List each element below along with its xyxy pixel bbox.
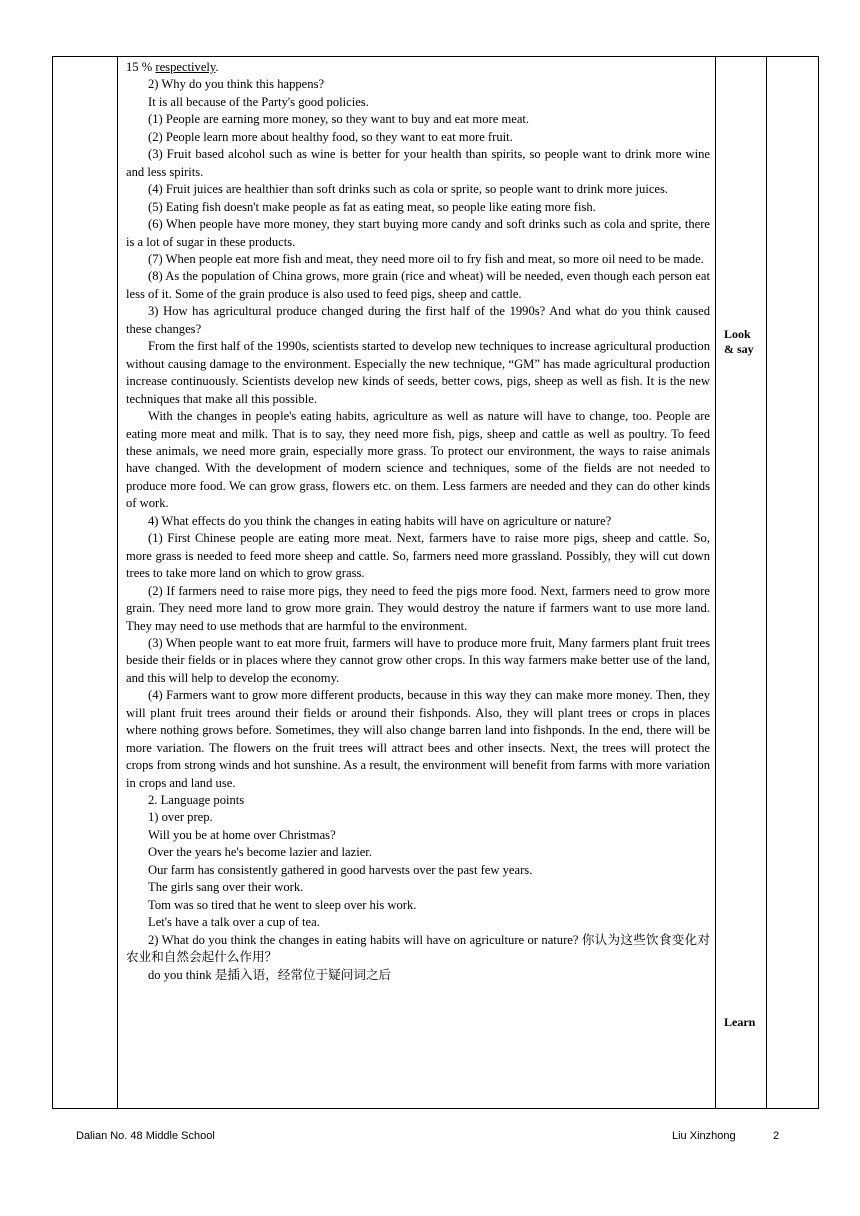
- footer-school: Dalian No. 48 Middle School: [76, 1130, 215, 1142]
- example-sentence: Over the years he's become lazier and lazier.: [148, 845, 372, 860]
- lesson-content: [126, 57, 714, 984]
- example-sentence: Will you be at home over Christmas?: [148, 827, 336, 842]
- reason-3: (3) Fruit based alcohol such as wine is better for your health than spirits, so people want to drink more wine and less spirits.: [126, 147, 710, 179]
- language-point-2: 2) What do you think the changes in eating habits will have on agriculture or nature? 你认为这些饮食变化对农业和自然会起什么作用？: [126, 932, 710, 965]
- look-label-line2: & say: [724, 342, 754, 356]
- reason-8: (8) As the population of China grows, more grain (rice and wheat) will be needed, even though each person eat less of it. Some of the grain produce is also used to feed pigs, sheep and cattle.: [126, 269, 710, 301]
- answer-3a: From the first half of the 1990s, scientists started to develop new techniques to increase agricultural production without causing damage to the environment. Especially the new technique, “GM” has made agricultural production increase continuously. Scientists develop new kinds of seeds, better cows, pigs, sheep as well as fish. It is the new techniques that make all this possible.: [126, 339, 710, 406]
- footer-author: Liu Xinzhong: [672, 1130, 736, 1142]
- column-divider-2: [715, 57, 716, 1108]
- reason-6: (6) When people have more money, they start buying more candy and soft drinks such as cola and sprite, there is a lot of sugar in these products.: [126, 217, 710, 249]
- reason-4: (4) Fruit juices are healthier than soft drinks such as cola or sprite, so people want to drink more juices.: [148, 182, 669, 197]
- language-points-heading: 2. Language points: [148, 793, 245, 808]
- example-sentence: Let's have a talk over a cup of tea.: [148, 915, 320, 930]
- effect-4: (4) Farmers want to grow more different products, because in this way they can make more money. Then, they will plant fruit trees around their fields or around their fishponds. Also, they will plant trees or crops in places where nothing grows before. Sometimes, they will also change barren land into fishponds. In the end, there will be more variation. The flowers on the fruit trees will attract bees and other insects. Next, the trees will protect the crops from strong winds and hot sunshine. As a result, the environment will benefit from farms with more variation in crops and land use.: [126, 688, 710, 790]
- column-divider-1: [117, 57, 118, 1108]
- reason-1: (1) People are earning more money, so they want to buy and eat more meat.: [148, 112, 530, 127]
- reason-5: (5) Eating fish doesn't make people as fat as eating meat, so people like eating more fish.: [148, 199, 596, 214]
- answer-3b: With the changes in people's eating habits, agriculture as well as nature will have to change, too. People are eating more meat and milk. That is to say, they need more fish, pigs, sheep and cattle as well as poultry. To feed these animals, we need more grain, especially more grass. To protect our environment, the ways to raise animals have changed. With the development of modern science and techniques, some of the fields are not needed to produce more food. We can grow grass, flowers etc. on them. Less farmers are needed and they can do other kinds of work.: [126, 409, 710, 511]
- reason-7: (7) When people eat more fish and meat, they need more oil to fry fish and meat, so more oil need to be made.: [148, 251, 704, 266]
- language-note: do you think 是插入语，经常位于疑问词之后: [148, 967, 392, 982]
- question-3: 3) How has agricultural produce changed during the first half of the 1990s? And what do you think caused these changes?: [126, 304, 710, 336]
- lesson-table: [52, 56, 819, 1109]
- effect-3: (3) When people want to eat more fruit, farmers will have to produce more fruit, Many farmers plant fruit trees beside their fields or in places where they cannot grow other crops. In this way farmers make better use of the land, and this will help to develop the economy.: [126, 635, 710, 685]
- look-label-line1: Look: [724, 327, 751, 341]
- answer-intro: It is all because of the Party's good policies.: [148, 94, 369, 109]
- effect-1: (1) First Chinese people are eating more meat. Next, farmers have to raise more pigs, sheep and cattle. So, more grass is needed to feed more sheep and cattle. So, farmers need more grassland. Possibly, they will cut down trees to take more land on which to grow grass.: [126, 531, 710, 581]
- example-sentence: Our farm has consistently gathered in good harvests over the past few years.: [148, 862, 533, 877]
- underlined-word: respectively: [155, 60, 216, 74]
- learn-label: Learn: [724, 1015, 756, 1029]
- column-divider-3: [766, 57, 767, 1108]
- reason-2: (2) People learn more about healthy food, so they want to eat more fruit.: [148, 129, 513, 144]
- look-say-label: [724, 327, 766, 357]
- continuation-line: [126, 59, 710, 76]
- effect-2: (2) If farmers need to raise more pigs, they need to feed the pigs more food. Next, farmers need to grow more grain. They need more land to grow more grain. They would destroy the nature if farmers want to use more land. They may need to use methods that are harmful to the environment.: [126, 583, 710, 633]
- period: .: [215, 60, 219, 74]
- question-4: 4) What effects do you think the changes in eating habits will have on agriculture or nature?: [148, 513, 612, 528]
- example-sentence: Tom was so tired that he went to sleep over his work.: [148, 897, 417, 912]
- question-2: 2) Why do you think this happens?: [148, 77, 325, 92]
- page-number: 2: [773, 1130, 780, 1142]
- percent-text: 15 %: [126, 60, 153, 74]
- over-prep-heading: 1) over prep.: [148, 810, 213, 825]
- example-sentence: The girls sang over their work.: [148, 880, 304, 895]
